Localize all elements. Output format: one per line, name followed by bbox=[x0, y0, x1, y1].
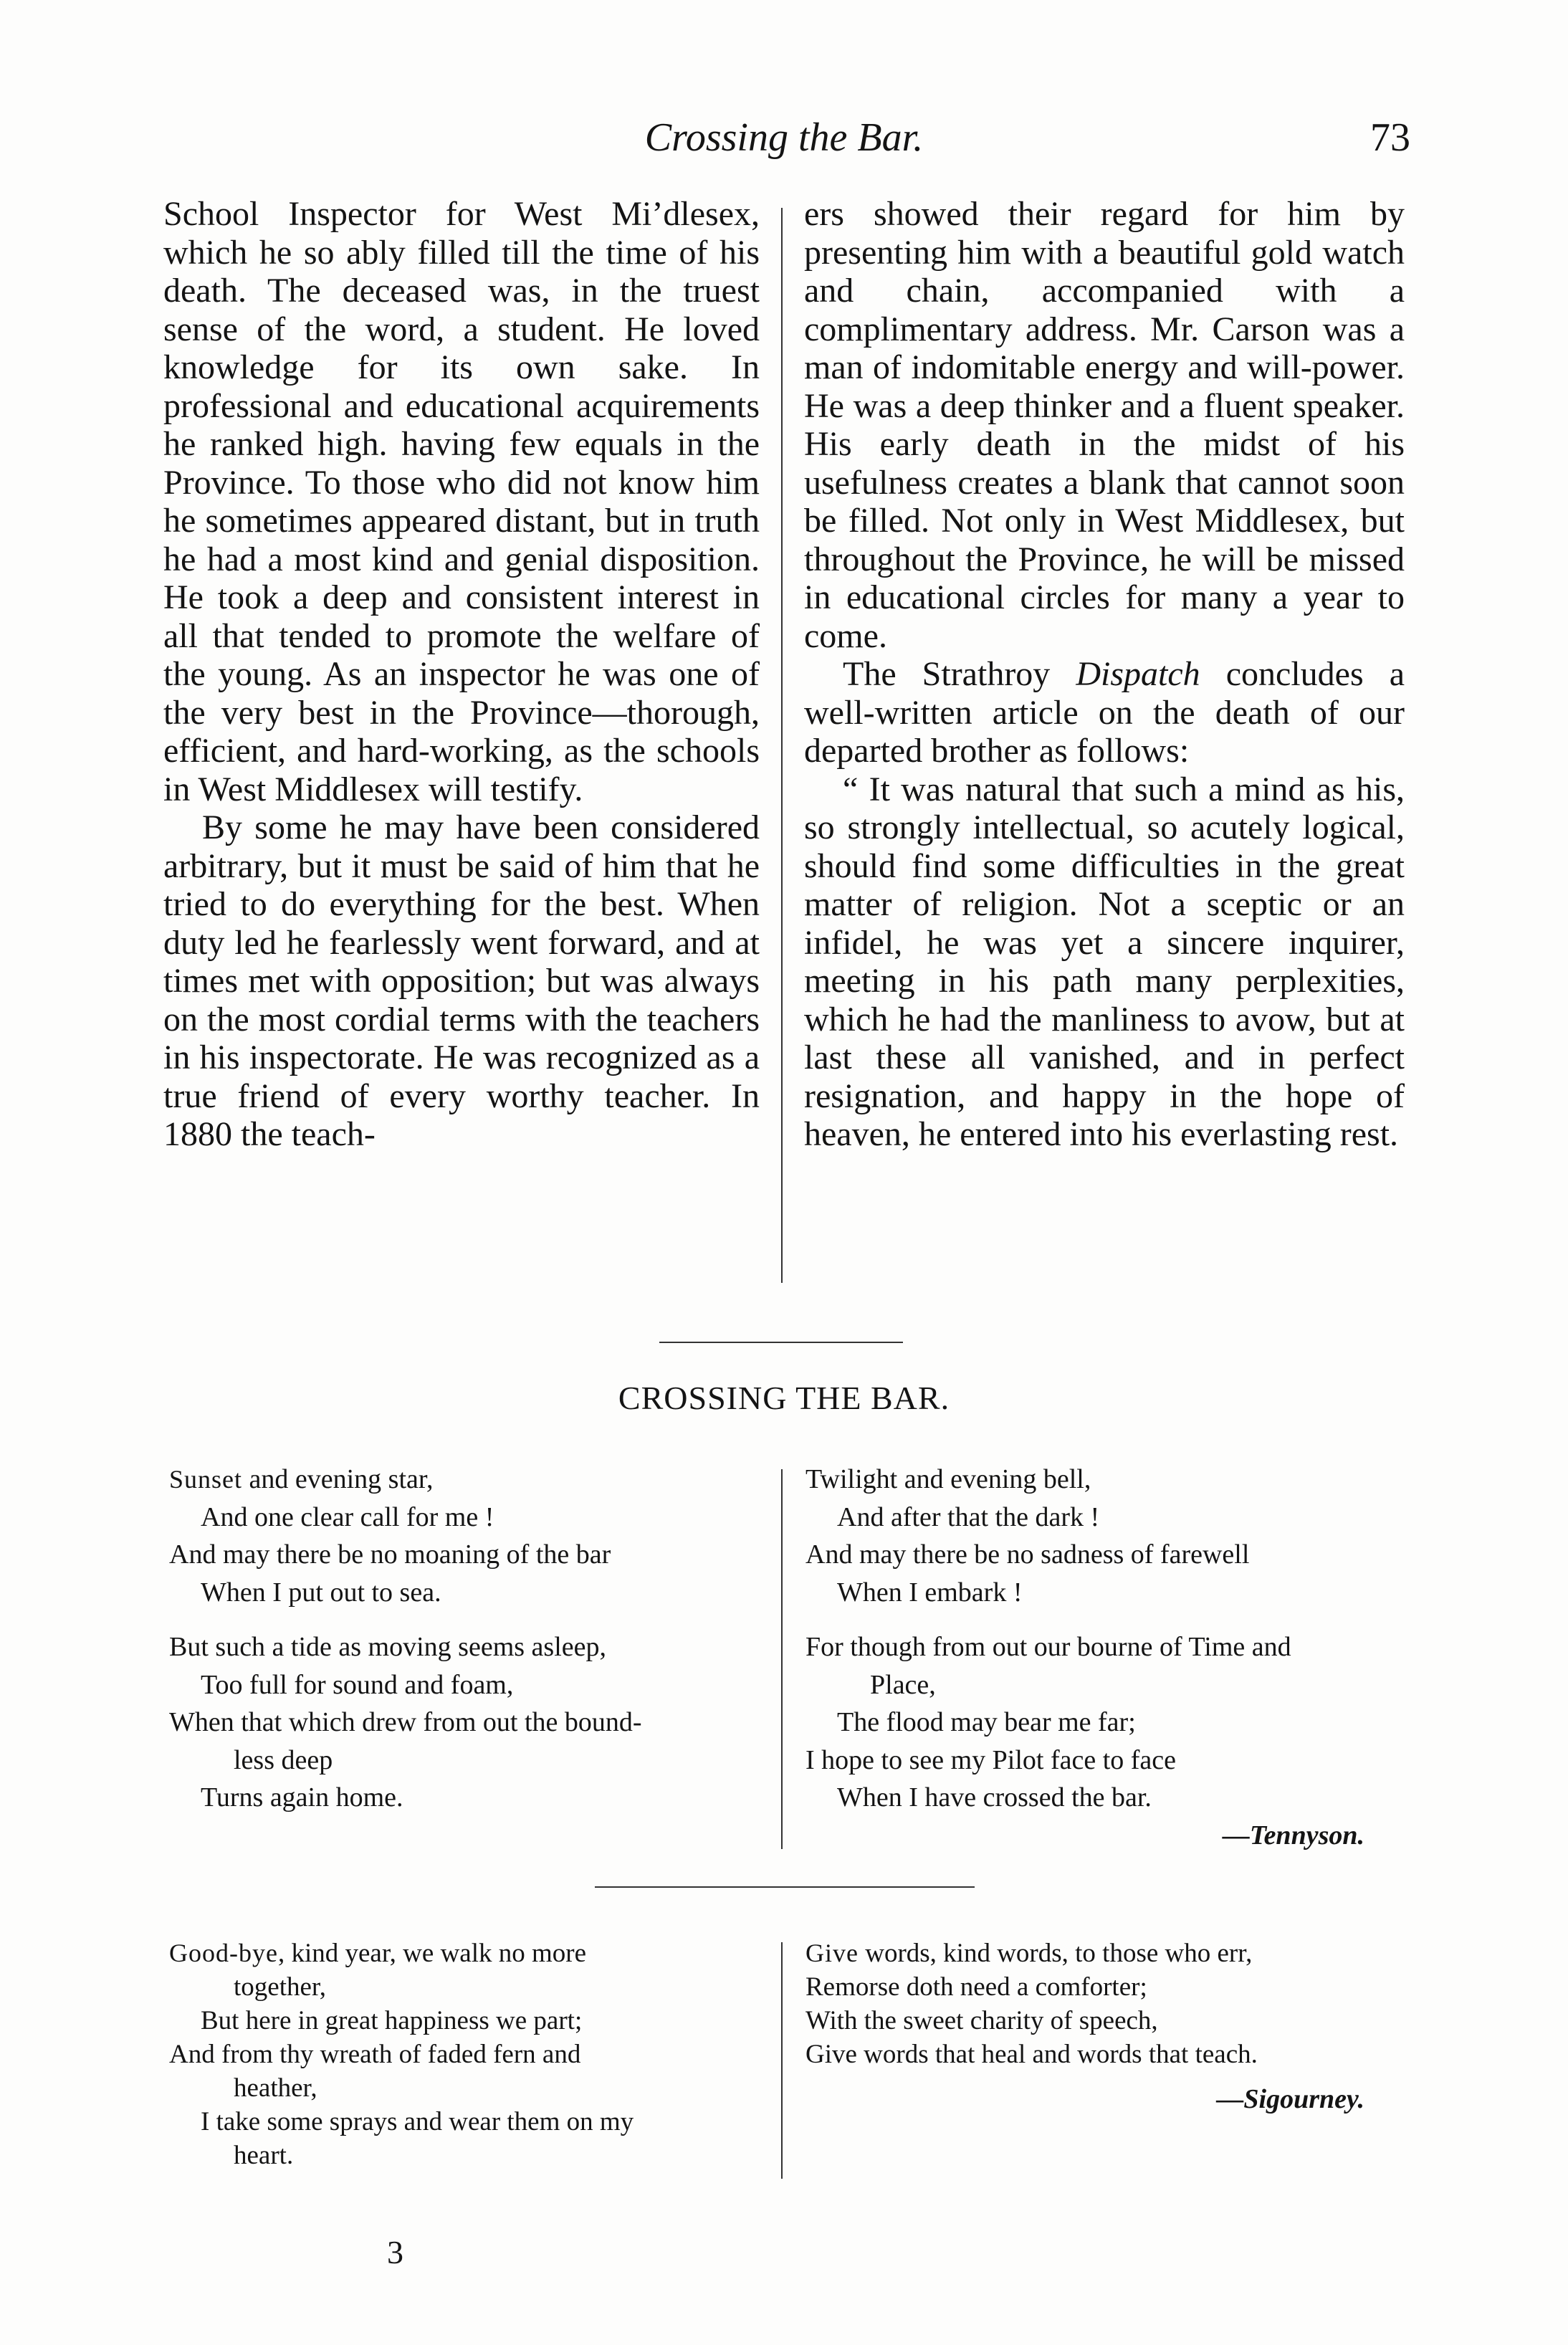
poem-line: When I put out to sea. bbox=[201, 1577, 441, 1608]
poem-line: When that which drew from out the bound- bbox=[169, 1707, 642, 1737]
article-paragraph: By some he may have been considered arbitrary, but it must be said of him that he tried to do everything for the best. When duty led he fearlessly went forward, and at times met with opposition; but was always on the most cordial terms with the teachers in his inspectorate. He was recognized as a true friend of every worthy teacher. In 1880 the teach- bbox=[163, 808, 760, 1153]
poem-line: With the sweet charity of speech, bbox=[805, 2006, 1158, 2035]
section-divider bbox=[659, 1342, 903, 1343]
page-number: 73 bbox=[1370, 115, 1410, 160]
poem-line: I hope to see my Pilot face to face bbox=[805, 1744, 1177, 1775]
poem-line: Give words that heal and words that teach. bbox=[805, 2040, 1258, 2069]
article-quote: “ It was natural that such a mind as his, so strongly intellectual, so acutely logical, should find some difficulties in the great matter of religion. Not a sceptic or an infidel, he was yet a sincere inquirer, meeting in his path many perplexities, which he had the manliness to avow, but at last these all vanished, and in perfect resignation, and happy in the hope of heaven, he entered into his everlasting rest. bbox=[804, 770, 1405, 1153]
poem-line: heather, bbox=[234, 2073, 317, 2103]
poem-line: Twilight and evening bell, bbox=[805, 1464, 1091, 1494]
poem-line: heart. bbox=[234, 2141, 294, 2170]
poem-line: And may there be no sadness of farewell bbox=[805, 1539, 1250, 1570]
article-paragraph: ers showed their regard for him by presenting him with a beautiful gold watch and chain, accompanied with a complimentary address. Mr. Carson was a man of indomitable energy and will-power. He was a deep thinker and a fluent speaker. His early death in the midst of his usefulness creates a blank that cannot soon be filled. Not only in West Middlesex, but throughout the Province, he will be missed in educational circles for many a year to come. bbox=[804, 195, 1405, 655]
poem-line: But such a tide as moving seems asleep, bbox=[169, 1632, 606, 1662]
poem-stanza bbox=[169, 1461, 785, 1611]
article-paragraph: The Strathroy Dispatch concludes a well-written article on the death of our departed brother as follows: bbox=[804, 655, 1405, 770]
article-paragraph: School Inspector for West Mi’dlesex, which he so ably filled till the time of his death. The deceased was, in the truest sense of the word, a student. He loved knowledge for its own sake. In professional and educational acquirements he ranked high. having few equals in the Province. To those who did not know him he sometimes appeared distant, but in truth he had a most kind and genial disposition. He took a deep and consistent interest in all that tended to promote the welfare of the young. As an inspector he was one of the very best in the Province—thorough, efficient, and hard-working, as the schools in West Middlesex will testify. bbox=[163, 195, 760, 808]
verse-attribution: —Sigourney. bbox=[1216, 2084, 1364, 2114]
poem-line: For though from out our bourne of Time and bbox=[805, 1632, 1291, 1662]
poem-line: Place, bbox=[870, 1669, 936, 1700]
poem-stanza bbox=[169, 1628, 785, 1817]
poem-column-divider bbox=[781, 1469, 783, 1849]
poem-line: When I have crossed the bar. bbox=[837, 1782, 1152, 1813]
poem-line: The flood may bear me far; bbox=[837, 1707, 1136, 1737]
poem-attribution: —Tennyson. bbox=[1222, 1820, 1364, 1850]
poem-line: And may there be no moaning of the bar bbox=[169, 1539, 611, 1570]
article-left-column bbox=[163, 195, 760, 1154]
goodbye-verse bbox=[169, 1936, 771, 2172]
poem-line: Good-bye, kind year, we walk no more bbox=[169, 1939, 587, 1968]
poem-title: CROSSING THE BAR. bbox=[618, 1380, 950, 1416]
poem-right-column bbox=[805, 1461, 1407, 1854]
poem-line: But here in great happiness we part; bbox=[201, 2006, 583, 2035]
give-words-verse bbox=[805, 1936, 1407, 2116]
poem-line: I take some sprays and wear them on my bbox=[201, 2107, 634, 2136]
column-divider bbox=[781, 208, 783, 1283]
poem-line: And after that the dark ! bbox=[837, 1501, 1100, 1532]
poem-line: Too full for sound and foam, bbox=[201, 1669, 514, 1700]
poem-line: Sunset and evening star, bbox=[169, 1464, 434, 1494]
poem-line: Give words, kind words, to those who err, bbox=[805, 1939, 1253, 1968]
poem-line: Turns again home. bbox=[201, 1782, 403, 1813]
poem-line: When I embark ! bbox=[837, 1577, 1023, 1608]
running-title: Crossing the Bar. bbox=[644, 115, 924, 160]
poem-left-column bbox=[169, 1461, 785, 1834]
section-divider bbox=[595, 1886, 975, 1888]
verse-column-divider bbox=[781, 1942, 783, 2179]
poem-line: Remorse doth need a comforter; bbox=[805, 1972, 1147, 2002]
poem-stanza bbox=[805, 1628, 1407, 1817]
poem-line: And one clear call for me ! bbox=[201, 1501, 494, 1532]
article-right-column bbox=[804, 195, 1405, 1154]
poem-line: less deep bbox=[234, 1744, 333, 1775]
poem-line: And from thy wreath of faded fern and bbox=[169, 2040, 581, 2069]
poem-line: together, bbox=[234, 1972, 326, 2002]
newspaper-name: Dispatch bbox=[1076, 655, 1200, 693]
printer-signature-mark: 3 bbox=[387, 2234, 403, 2270]
poem-stanza bbox=[805, 1461, 1407, 1611]
